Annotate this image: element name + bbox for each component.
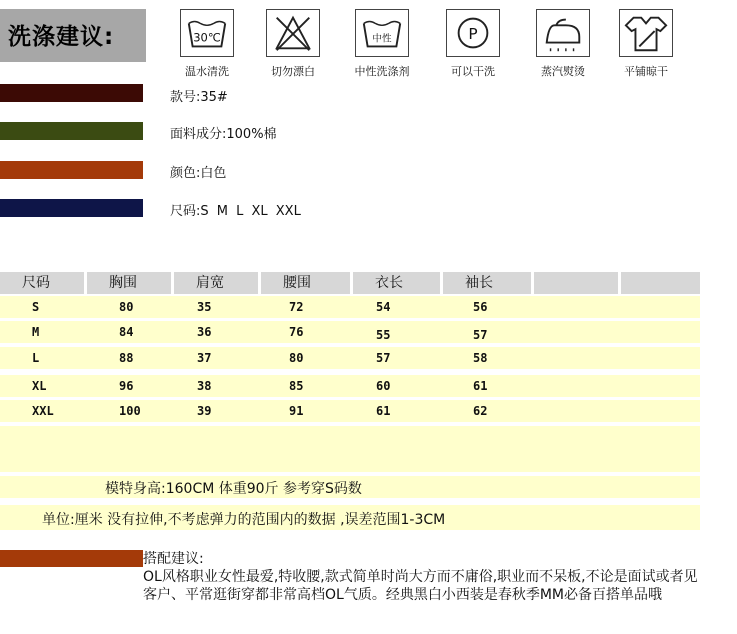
cell-size: S bbox=[32, 300, 40, 314]
fabric-composition: 面料成分:100%棉 bbox=[170, 127, 277, 142]
spacer-band bbox=[0, 426, 700, 472]
flat-dry-icon bbox=[619, 9, 673, 57]
match-body: OL风格职业女性最爱,特收腰,款式简单时尚大方而不庸俗,职业而不呆板,不论是面试或者见客户、平常逛街穿都非常高档OL气质。经典黑白小西装是春秋季MM必备百搭单品哦 bbox=[143, 569, 698, 603]
table-row bbox=[0, 400, 700, 422]
care-label-no-bleach: 切勿漂白 bbox=[271, 65, 315, 78]
cell-chest: 88 bbox=[119, 351, 134, 365]
cell-length: 61 bbox=[376, 404, 391, 418]
unit-note: 单位:厘米 没有拉伸,不考虑弹力的范围内的数据 ,误差范围1-3CM bbox=[42, 512, 446, 528]
header-size: 尺码 bbox=[0, 272, 84, 294]
cell-size: XL bbox=[32, 379, 47, 393]
style-number: 款号:35# bbox=[170, 90, 228, 105]
fabric-color-bar bbox=[0, 122, 143, 140]
cell-length: 57 bbox=[376, 351, 391, 365]
header-shoulder: 肩宽 bbox=[174, 272, 258, 294]
header-length: 衣长 bbox=[353, 272, 440, 294]
neutral-detergent-icon bbox=[355, 9, 409, 57]
header-sleeve: 袖长 bbox=[443, 272, 531, 294]
model-note: 模特身高:160CM 体重90斤 参考穿S码数 bbox=[105, 481, 362, 497]
cell-waist: 80 bbox=[289, 351, 304, 365]
cell-length: 60 bbox=[376, 379, 391, 393]
steam-iron-icon bbox=[536, 9, 590, 57]
cell-shoulder: 37 bbox=[197, 351, 212, 365]
wash-advice-title: 洗涤建议: bbox=[8, 24, 115, 50]
care-label-neutral-detergent: 中性洗涤剂 bbox=[354, 65, 410, 78]
cell-shoulder: 38 bbox=[197, 379, 212, 393]
cell-shoulder: 36 bbox=[197, 325, 212, 339]
cell-waist: 76 bbox=[289, 325, 304, 339]
cell-chest: 96 bbox=[119, 379, 134, 393]
match-title: 搭配建议: bbox=[143, 551, 204, 567]
cell-waist: 72 bbox=[289, 300, 304, 314]
care-label-steam-iron: 蒸汽熨烫 bbox=[541, 65, 585, 78]
table-row bbox=[0, 347, 700, 369]
cell-length: 54 bbox=[376, 300, 391, 314]
table-row bbox=[0, 321, 700, 343]
care-label-dry-clean: 可以干洗 bbox=[451, 65, 495, 78]
dry-clean-badge: P bbox=[468, 24, 478, 43]
cell-shoulder: 35 bbox=[197, 300, 212, 314]
cell-waist: 91 bbox=[289, 404, 304, 418]
header-waist: 腰围 bbox=[261, 272, 350, 294]
header-empty-1 bbox=[534, 272, 618, 294]
cell-waist: 85 bbox=[289, 379, 304, 393]
neutral-detergent-badge: 中性 bbox=[372, 33, 392, 45]
header-chest: 胸围 bbox=[87, 272, 171, 294]
header-empty-2 bbox=[621, 272, 700, 294]
care-label-flat-dry: 平铺晾干 bbox=[624, 65, 668, 78]
wash-30-badge: 30℃ bbox=[193, 30, 221, 45]
style-color-bar bbox=[0, 84, 143, 102]
table-row bbox=[0, 296, 700, 318]
garment-color: 颜色:白色 bbox=[170, 166, 227, 181]
cell-shoulder: 39 bbox=[197, 404, 212, 418]
size-color-bar bbox=[0, 199, 143, 217]
cell-sleeve: 61 bbox=[473, 379, 488, 393]
cell-sleeve: 62 bbox=[473, 404, 488, 418]
cell-sleeve: 58 bbox=[473, 351, 488, 365]
available-sizes: 尺码:S M L XL XXL bbox=[170, 204, 301, 219]
dry-clean-p-icon bbox=[446, 9, 500, 57]
cell-sleeve: 57 bbox=[473, 328, 488, 342]
table-row bbox=[0, 375, 700, 397]
table-header bbox=[0, 272, 700, 294]
cell-chest: 100 bbox=[119, 404, 141, 418]
color-color-bar bbox=[0, 161, 143, 179]
no-bleach-icon bbox=[266, 9, 320, 57]
cell-length: 55 bbox=[376, 328, 391, 342]
cell-size: XXL bbox=[32, 404, 54, 418]
match-color-bar bbox=[0, 550, 143, 567]
cell-sleeve: 56 bbox=[473, 300, 488, 314]
cell-size: L bbox=[32, 351, 40, 365]
cell-chest: 80 bbox=[119, 300, 134, 314]
care-label-warm-wash: 温水清洗 bbox=[185, 65, 229, 78]
cell-size: M bbox=[32, 325, 40, 339]
wash-30-icon bbox=[180, 9, 234, 57]
cell-chest: 84 bbox=[119, 325, 134, 339]
